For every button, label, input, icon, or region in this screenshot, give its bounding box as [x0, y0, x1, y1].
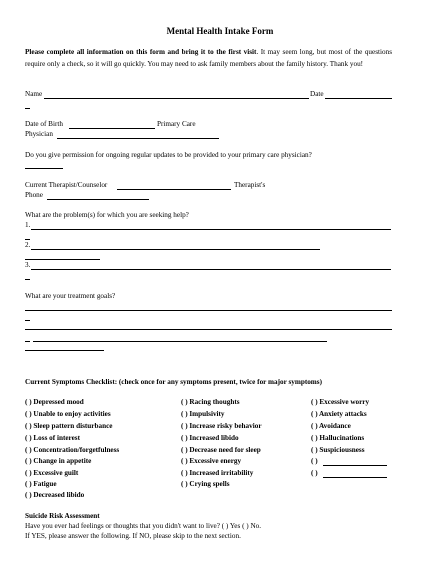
problem-3-line[interactable]	[31, 269, 391, 270]
symptom-item[interactable]: ( ) Increased libido	[181, 434, 239, 442]
permission-line[interactable]	[25, 168, 63, 169]
therapist-line[interactable]	[117, 189, 231, 190]
therapists-label: Therapist's	[234, 181, 266, 189]
symptom-item[interactable]: ( ) Avoidance	[311, 422, 351, 430]
symptom-item[interactable]: ( ) Anxiety attacks	[311, 410, 367, 418]
symptom-item[interactable]: ( ) Loss of interest	[25, 434, 80, 442]
symptom-item[interactable]: ( ) Excessive energy	[181, 457, 242, 465]
phone-label: Phone	[25, 191, 43, 199]
dob-label: Date of Birth	[25, 120, 63, 128]
name-line[interactable]	[44, 98, 309, 99]
symptom-item[interactable]: ( ) Hallucinations	[311, 434, 365, 442]
symptom-item[interactable]: ( ) Racing thoughts	[181, 398, 240, 406]
problem-2-number: 2.	[25, 241, 31, 249]
dash	[25, 239, 30, 240]
dob-line[interactable]	[69, 128, 155, 129]
symptom-item[interactable]: ( ) Sleep pattern disturbance	[25, 422, 113, 430]
permission-question: Do you give permission for ongoing regular updates to be provided to your primary care physician?	[25, 151, 312, 159]
goals-line-3[interactable]	[33, 341, 327, 342]
symptom-item[interactable]: ( ) Unable to enjoy activities	[25, 410, 111, 418]
symptom-item[interactable]: ( ) Change in appetite	[25, 457, 92, 465]
symptom-item[interactable]: ( ) Increase risky behavior	[181, 422, 262, 430]
other-symptom-line[interactable]	[323, 465, 387, 466]
form-title: Mental Health Intake Form	[166, 26, 274, 36]
goals-line-2[interactable]	[25, 329, 392, 330]
symptom-item[interactable]: ( ) Fatigue	[25, 480, 57, 488]
problem-1-number: 1.	[25, 221, 31, 229]
goals-question: What are your treatment goals?	[25, 292, 116, 300]
physician-line[interactable]	[57, 138, 219, 139]
dash	[25, 341, 30, 342]
intro-bold: Please complete all information on this form and bring it to the first visit	[25, 48, 257, 56]
physician-label: Physician	[25, 130, 53, 138]
symptom-item[interactable]: ( ) Increased irritability	[181, 469, 254, 477]
date-label: Date	[310, 90, 324, 98]
other-symptom-line[interactable]	[323, 477, 387, 478]
symptom-item[interactable]: ( ) Concentration/forgetfulness	[25, 446, 120, 454]
dash	[25, 320, 30, 321]
current-therapist-label: Current Therapist/Counselor	[25, 181, 108, 189]
intro-rest: . It may seem long, but most of the questions require only a check, so it will go quickly. You may need to ask family members about the family history. Thank you!	[25, 48, 392, 68]
symptom-item[interactable]: ( ) Excessive guilt	[25, 469, 79, 477]
problems-question: What are the problem(s) for which you are seeking help?	[25, 211, 189, 219]
suicide-question-1: Have you ever had feelings or thoughts that you didn't want to live? ( ) Yes ( ) No.	[25, 522, 262, 530]
suicide-question-2: If YES, please answer the following. If NO, please skip to the next section.	[25, 532, 241, 540]
phone-line[interactable]	[47, 199, 149, 200]
symptom-item[interactable]: ( ) Excessive worry	[311, 398, 370, 406]
problem-2-line[interactable]	[31, 249, 320, 250]
symptoms-heading: Current Symptoms Checklist: (check once for any symptoms present, twice for major symptoms)	[25, 378, 322, 386]
symptom-item[interactable]: ( ) Crying spells	[181, 480, 230, 488]
primary-care-label: Primary Care	[157, 120, 196, 128]
problem-3-number: 3.	[25, 261, 31, 269]
symptom-item-other[interactable]: ( )	[311, 469, 318, 477]
symptom-item[interactable]: ( ) Impulsivity	[181, 410, 225, 418]
symptom-item-other[interactable]: ( )	[311, 457, 318, 465]
dash	[25, 279, 30, 280]
goals-line-4[interactable]	[25, 350, 104, 351]
intro-paragraph	[25, 47, 392, 70]
name-label: Name	[25, 90, 43, 98]
problem-2-line-cont[interactable]	[25, 259, 100, 260]
dash	[25, 108, 30, 109]
symptom-item[interactable]: ( ) Decreased libido	[25, 491, 85, 499]
goals-line-1[interactable]	[25, 310, 392, 311]
date-line[interactable]	[325, 98, 392, 99]
problem-1-line[interactable]	[31, 229, 391, 230]
suicide-heading: Suicide Risk Assessment	[25, 512, 100, 520]
symptom-item[interactable]: ( ) Depressed mood	[25, 398, 84, 406]
symptom-item[interactable]: ( ) Suspiciousness	[311, 446, 365, 454]
symptom-item[interactable]: ( ) Decrease need for sleep	[181, 446, 261, 454]
